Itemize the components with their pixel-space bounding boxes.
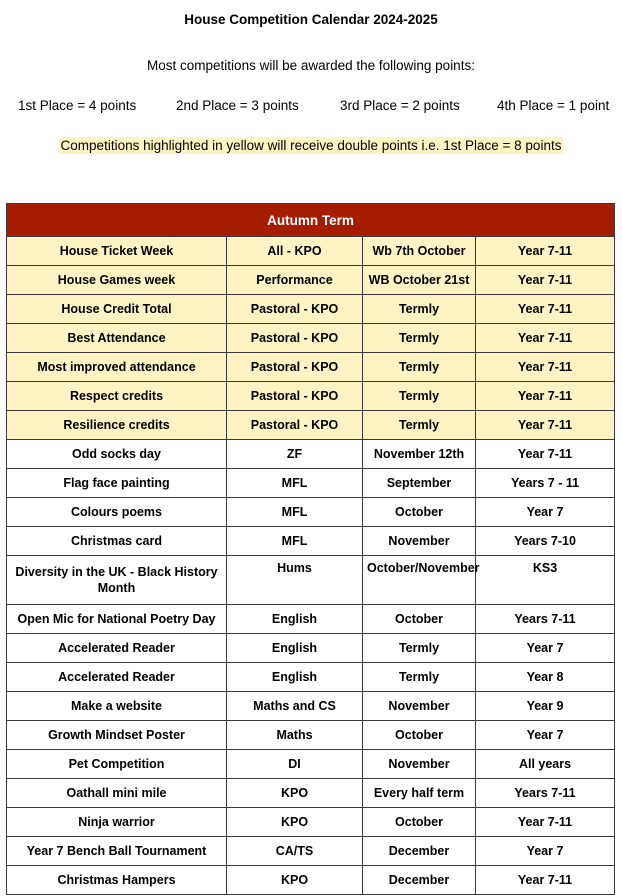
cell-date: October <box>363 808 476 837</box>
cell-department: Pastoral - KPO <box>227 353 363 382</box>
table-row <box>7 469 615 498</box>
cell-year-groups: Year 7-11 <box>476 324 615 353</box>
cell-department: DI <box>227 750 363 779</box>
cell-competition-name: Flag face painting <box>7 469 227 498</box>
term-header: Autumn Term <box>7 204 615 237</box>
table-row <box>7 324 615 353</box>
cell-year-groups: Year 7 <box>476 498 615 527</box>
cell-department: ZF <box>227 440 363 469</box>
cell-department: Maths and CS <box>227 692 363 721</box>
cell-competition-name: Resilience credits <box>7 411 227 440</box>
table-row <box>7 866 615 895</box>
cell-competition-name: Respect credits <box>7 382 227 411</box>
cell-year-groups: Year 7-11 <box>476 266 615 295</box>
cell-year-groups: Year 7-11 <box>476 353 615 382</box>
cell-competition-name: Best Attendance <box>7 324 227 353</box>
table-row <box>7 779 615 808</box>
cell-department: KPO <box>227 808 363 837</box>
cell-date: November 12th <box>363 440 476 469</box>
cell-department: Pastoral - KPO <box>227 411 363 440</box>
cell-department: Hums <box>227 556 363 605</box>
table-row <box>7 837 615 866</box>
cell-department: Pastoral - KPO <box>227 382 363 411</box>
cell-year-groups: Year 7-11 <box>476 295 615 324</box>
cell-competition-name: Diversity in the UK - Black History Month <box>7 556 227 605</box>
cell-department: Maths <box>227 721 363 750</box>
cell-competition-name: House Ticket Week <box>7 237 227 266</box>
table-row <box>7 266 615 295</box>
table-row <box>7 663 615 692</box>
cell-date: Wb 7th October <box>363 237 476 266</box>
cell-year-groups: Year 7-11 <box>476 808 615 837</box>
table-row <box>7 498 615 527</box>
cell-competition-name: Accelerated Reader <box>7 663 227 692</box>
cell-date: Termly <box>363 663 476 692</box>
cell-department: All - KPO <box>227 237 363 266</box>
points-third: 3rd Place = 2 points <box>340 98 460 113</box>
cell-date: Termly <box>363 382 476 411</box>
table-row <box>7 382 615 411</box>
cell-date: December <box>363 866 476 895</box>
cell-department: Pastoral - KPO <box>227 324 363 353</box>
table-row <box>7 237 615 266</box>
cell-department: English <box>227 634 363 663</box>
cell-competition-name: Most improved attendance <box>7 353 227 382</box>
cell-date: Termly <box>363 324 476 353</box>
competition-table <box>6 203 615 895</box>
cell-competition-name: Growth Mindset Poster <box>7 721 227 750</box>
cell-competition-name: Christmas card <box>7 527 227 556</box>
cell-year-groups: Year 7 <box>476 721 615 750</box>
cell-competition-name: Open Mic for National Poetry Day <box>7 605 227 634</box>
cell-year-groups: Years 7-10 <box>476 527 615 556</box>
cell-year-groups: Year 7-11 <box>476 866 615 895</box>
cell-competition-name: Accelerated Reader <box>7 634 227 663</box>
cell-department: KPO <box>227 866 363 895</box>
cell-competition-name: House Credit Total <box>7 295 227 324</box>
cell-year-groups: Year 7 <box>476 837 615 866</box>
cell-date: October <box>363 721 476 750</box>
cell-date: Termly <box>363 634 476 663</box>
cell-department: MFL <box>227 498 363 527</box>
cell-competition-name: Christmas Hampers <box>7 866 227 895</box>
cell-department: CA/TS <box>227 837 363 866</box>
cell-date: November <box>363 527 476 556</box>
cell-competition-name: House Games week <box>7 266 227 295</box>
cell-department: English <box>227 605 363 634</box>
cell-year-groups: Year 7-11 <box>476 237 615 266</box>
points-fourth: 4th Place = 1 point <box>497 98 610 113</box>
table-row <box>7 411 615 440</box>
cell-competition-name: Pet Competition <box>7 750 227 779</box>
table-row <box>7 750 615 779</box>
cell-date: Every half term <box>363 779 476 808</box>
page-title: House Competition Calendar 2024-2025 <box>184 12 438 27</box>
cell-date: November <box>363 692 476 721</box>
cell-year-groups: Year 7-11 <box>476 411 615 440</box>
cell-year-groups: Years 7-11 <box>476 779 615 808</box>
points-second: 2nd Place = 3 points <box>176 98 299 113</box>
cell-department: MFL <box>227 469 363 498</box>
cell-year-groups: KS3 <box>476 556 615 605</box>
cell-department: KPO <box>227 779 363 808</box>
double-points-note <box>0 138 622 153</box>
cell-competition-name: Ninja warrior <box>7 808 227 837</box>
table-row <box>7 605 615 634</box>
cell-year-groups: Years 7-11 <box>476 605 615 634</box>
points-first: 1st Place = 4 points <box>18 98 137 113</box>
table-row <box>7 692 615 721</box>
cell-year-groups: Year 7-11 <box>476 440 615 469</box>
competition-rows <box>7 237 615 895</box>
cell-year-groups: Year 7-11 <box>476 382 615 411</box>
table-row <box>7 295 615 324</box>
cell-date: September <box>363 469 476 498</box>
cell-date: Termly <box>363 295 476 324</box>
points-intro: Most competitions will be awarded the following points: <box>147 58 475 73</box>
cell-competition-name: Year 7 Bench Ball Tournament <box>7 837 227 866</box>
cell-date: November <box>363 750 476 779</box>
cell-year-groups: Year 7 <box>476 634 615 663</box>
cell-date: Termly <box>363 411 476 440</box>
table-row <box>7 556 615 605</box>
cell-competition-name: Colours poems <box>7 498 227 527</box>
table-row <box>7 808 615 837</box>
cell-date: Termly <box>363 353 476 382</box>
cell-date: October <box>363 605 476 634</box>
cell-department: MFL <box>227 527 363 556</box>
table-row <box>7 440 615 469</box>
cell-date: October <box>363 498 476 527</box>
table-row <box>7 721 615 750</box>
cell-date: December <box>363 837 476 866</box>
cell-competition-name: Oathall mini mile <box>7 779 227 808</box>
cell-date: October/November <box>363 556 476 605</box>
double-points-text: Competitions highlighted in yellow will receive double points i.e. 1st Place = 8 points <box>60 138 562 153</box>
cell-date: WB October 21st <box>363 266 476 295</box>
cell-department: Pastoral - KPO <box>227 295 363 324</box>
cell-year-groups: Year 9 <box>476 692 615 721</box>
cell-year-groups: Year 8 <box>476 663 615 692</box>
table-row <box>7 634 615 663</box>
cell-competition-name: Make a website <box>7 692 227 721</box>
table-row <box>7 527 615 556</box>
cell-year-groups: All years <box>476 750 615 779</box>
table-row <box>7 353 615 382</box>
cell-department: Performance <box>227 266 363 295</box>
cell-competition-name: Odd socks day <box>7 440 227 469</box>
cell-year-groups: Years 7 - 11 <box>476 469 615 498</box>
cell-department: English <box>227 663 363 692</box>
